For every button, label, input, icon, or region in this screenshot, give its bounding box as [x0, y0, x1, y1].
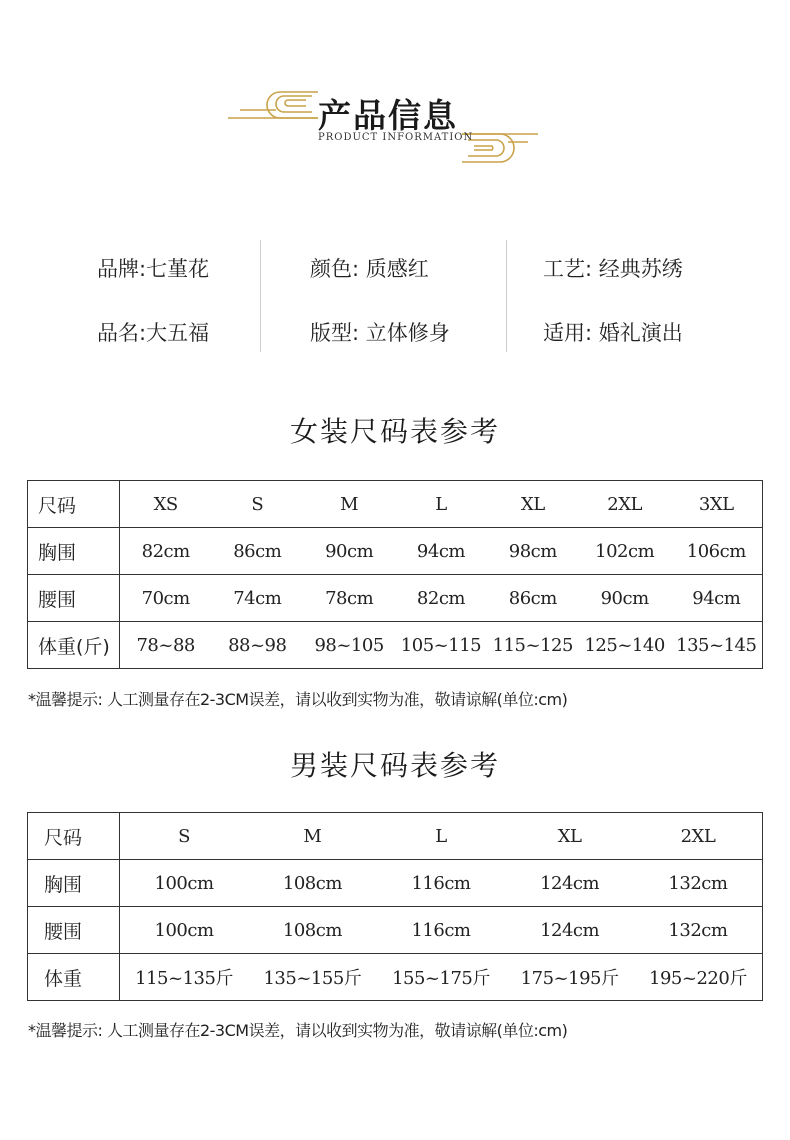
- table-row: [28, 481, 763, 528]
- table-cell: 94cm: [671, 575, 763, 622]
- table-cell: 124cm: [505, 860, 634, 907]
- men-size-title: 男装尺码表参考: [289, 749, 500, 782]
- table-cell: S: [211, 481, 303, 528]
- table-row: [28, 954, 763, 1001]
- table-cell: S: [120, 813, 249, 860]
- table-cell: M: [303, 481, 395, 528]
- table-cell: L: [377, 813, 506, 860]
- row-header: 体重(斤): [28, 622, 120, 669]
- table-cell: XS: [120, 481, 212, 528]
- table-cell: 86cm: [487, 575, 579, 622]
- table-cell: 82cm: [120, 528, 212, 575]
- men-size-table: [27, 812, 763, 1001]
- table-cell: 98cm: [487, 528, 579, 575]
- table-cell: 90cm: [579, 575, 671, 622]
- table-cell: 105~115: [395, 622, 487, 669]
- info-occasion: 适用: 婚礼演出: [543, 321, 683, 345]
- table-row: [28, 907, 763, 954]
- table-row: [28, 860, 763, 907]
- table-cell: 100cm: [120, 907, 249, 954]
- table-cell: 132cm: [634, 860, 763, 907]
- table-cell: 74cm: [211, 575, 303, 622]
- section-title-cn: 产品信息: [318, 96, 458, 135]
- men-size-note: *温馨提示: 人工测量存在2-3CM误差，请以收到实物为准，敬请谅解(单位:cm): [28, 1021, 568, 1040]
- table-cell: 135~155斤: [248, 954, 377, 1001]
- table-cell: 86cm: [211, 528, 303, 575]
- table-row: [28, 528, 763, 575]
- row-header: 胸围: [28, 528, 120, 575]
- table-cell: 78~88: [120, 622, 212, 669]
- table-cell: 70cm: [120, 575, 212, 622]
- table-cell: 106cm: [671, 528, 763, 575]
- table-cell: 102cm: [579, 528, 671, 575]
- info-craft: 工艺: 经典苏绣: [543, 257, 683, 281]
- table-cell: 98~105: [303, 622, 395, 669]
- table-row: [28, 575, 763, 622]
- table-cell: 78cm: [303, 575, 395, 622]
- product-info-grid: [0, 235, 790, 365]
- table-cell: 124cm: [505, 907, 634, 954]
- table-cell: 82cm: [395, 575, 487, 622]
- table-cell: 125~140: [579, 622, 671, 669]
- product-info-header: [0, 0, 790, 200]
- table-cell: 3XL: [671, 481, 763, 528]
- info-product-name: 品名:大五福: [97, 321, 210, 345]
- table-cell: 90cm: [303, 528, 395, 575]
- table-cell: 2XL: [579, 481, 671, 528]
- table-cell: 2XL: [634, 813, 763, 860]
- women-size-title: 女装尺码表参考: [289, 415, 500, 448]
- table-cell: 108cm: [248, 907, 377, 954]
- table-cell: 195~220斤: [634, 954, 763, 1001]
- women-size-table: [27, 480, 763, 669]
- women-size-note: *温馨提示: 人工测量存在2-3CM误差，请以收到实物为准，敬请谅解(单位:cm): [28, 690, 568, 709]
- table-cell: 135~145: [671, 622, 763, 669]
- info-fit: 版型: 立体修身: [310, 321, 450, 345]
- row-header: 体重: [28, 954, 120, 1001]
- table-cell: 175~195斤: [505, 954, 634, 1001]
- table-cell: M: [248, 813, 377, 860]
- table-cell: 108cm: [248, 860, 377, 907]
- table-cell: 155~175斤: [377, 954, 506, 1001]
- table-cell: XL: [505, 813, 634, 860]
- info-color: 颜色: 质感红: [310, 257, 429, 281]
- row-header: 胸围: [28, 860, 120, 907]
- row-header: 尺码: [28, 813, 120, 860]
- table-cell: XL: [487, 481, 579, 528]
- row-header: 腰围: [28, 575, 120, 622]
- table-row: [28, 622, 763, 669]
- row-header: 尺码: [28, 481, 120, 528]
- table-cell: 132cm: [634, 907, 763, 954]
- table-cell: 116cm: [377, 860, 506, 907]
- table-cell: 94cm: [395, 528, 487, 575]
- section-title-en: PRODUCT INFORMATION: [318, 132, 474, 143]
- table-row: [28, 813, 763, 860]
- table-cell: 88~98: [211, 622, 303, 669]
- info-brand: 品牌:七堇花: [97, 257, 210, 281]
- table-cell: 115~125: [487, 622, 579, 669]
- table-cell: 100cm: [120, 860, 249, 907]
- table-cell: 115~135斤: [120, 954, 249, 1001]
- table-cell: 116cm: [377, 907, 506, 954]
- table-cell: L: [395, 481, 487, 528]
- row-header: 腰围: [28, 907, 120, 954]
